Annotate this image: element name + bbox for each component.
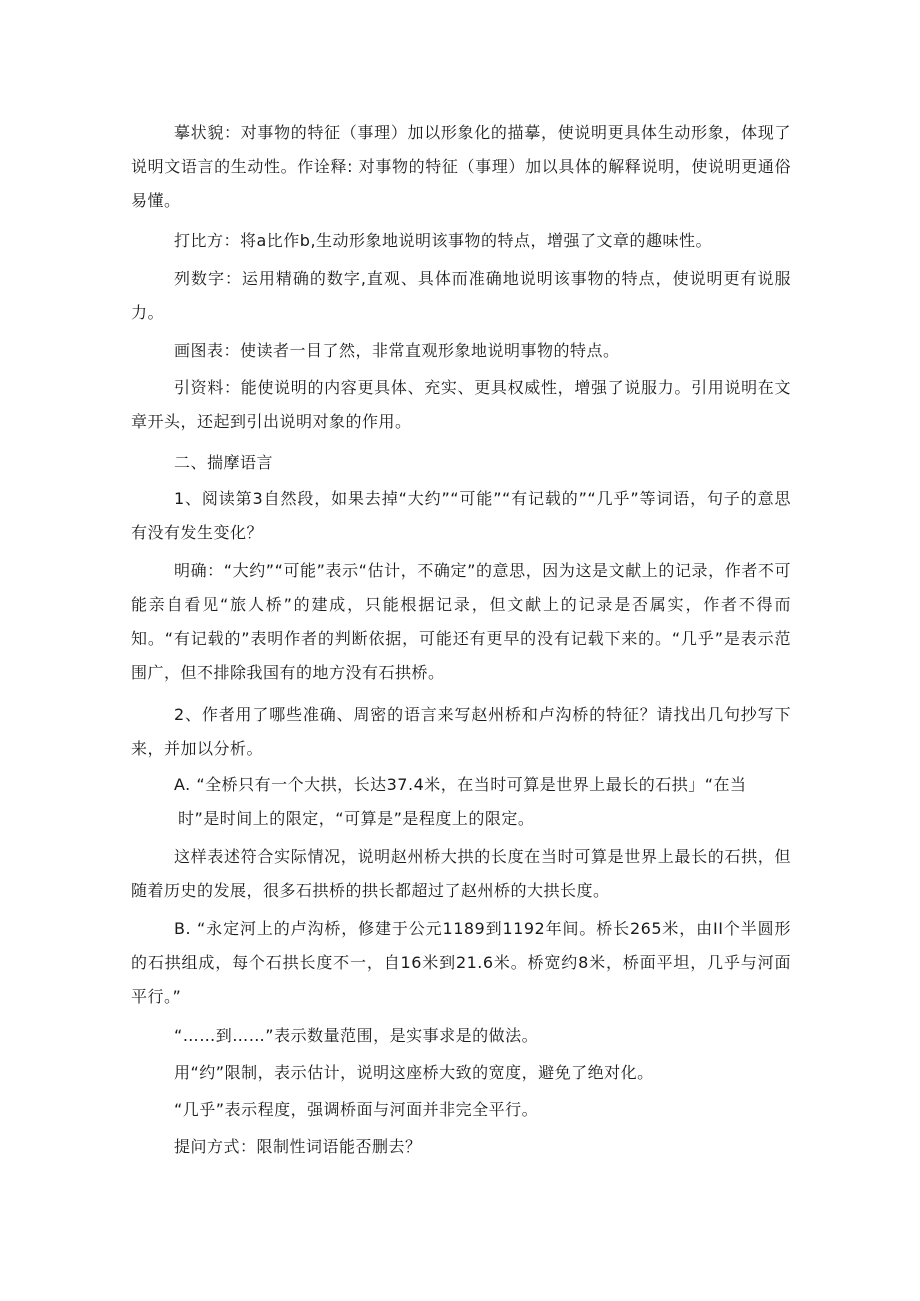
answer-1: 明确：“大约”“可能”表示“估计，不确定”的意思，因为这是文献上的记录，作者不可能亲自看见“旅人桥”的建成，只能根据记录，但文献上的记录是否属实，作者不得而知。“有记载的”表明作者的判断依据，可能还有更早的没有记载下来的。“几乎”是表示范围广，但不排除我国有的地方没有石拱桥。 (131, 561, 791, 682)
paragraph-citation: 引资料：能使说明的内容更具体、充实、更具权威性，增强了说服力。引用说明在文章开头，还起到引出说明对象的作用。 (131, 378, 791, 431)
question-method: 提问方式：限制性词语能否删去？ (174, 1137, 422, 1156)
analysis-b-range: “……到……”表示数量范围，是实事求是的做法。 (174, 1026, 539, 1045)
paragraph-numbers: 列数字：运用精确的数字,直观、具体而准确地说明该事物的特点，使说明更有说服力。 (131, 269, 791, 322)
analysis-b-approx: 用“约”限制，表示估计，说明这座桥大致的宽度，避免了绝对化。 (174, 1063, 654, 1082)
example-a-line-1: A. “全桥只有一个大拱，长达37.4米，在当时可算是世界上最长的石拱」“在当 (174, 775, 747, 794)
analysis-b-almost: “几乎”表示程度，强调桥面与河面并非完全平行。 (174, 1100, 539, 1119)
question-2: 2、作者用了哪些准确、周密的语言来写赵州桥和卢沟桥的特征？请找出几句抄写下来，并加以分析。 (131, 705, 791, 758)
section-heading-language: 二、揣摩语言 (174, 453, 274, 472)
question-1: 1、阅读第3自然段，如果去掉“大约”“可能”“有记载的”“几乎”等词语，句子的意思有没有发生变化？ (131, 489, 791, 542)
paragraph-charts: 画图表：使读者一目了然，非常直观形象地说明事物的特点。 (174, 341, 620, 360)
paragraph-description-methods: 摹状貌：对事物的特征（事理）加以形象化的描摹，使说明更具体生动形象，体现了说明文语言的生动性。作诠释: 对事物的特征（事理）加以具体的解释说明，使说明更通俗易懂。 (131, 123, 791, 210)
example-a-line-2: 时”是时间上的限定，“可算是”是程度上的限定。 (178, 809, 535, 828)
paragraph-metaphor: 打比方：将a比作b,生动形象地说明该事物的特点，增强了文章的趣味性。 (174, 231, 713, 250)
analysis-a: 这样表述符合实际情况，说明赵州桥大拱的长度在当时可算是世界上最长的石拱，但随着历史的发展，很多石拱桥的拱长都超过了赵州桥的大拱长度。 (131, 847, 791, 900)
example-b: B. “永定河上的卢沟桥，修建于公元1189到1192年间。桥长265米，由II个半圆形的石拱组成，每个石拱长度不一，自16米到21.6米。桥宽约8米，桥面平坦，几乎与河面平行。” (131, 919, 791, 1006)
